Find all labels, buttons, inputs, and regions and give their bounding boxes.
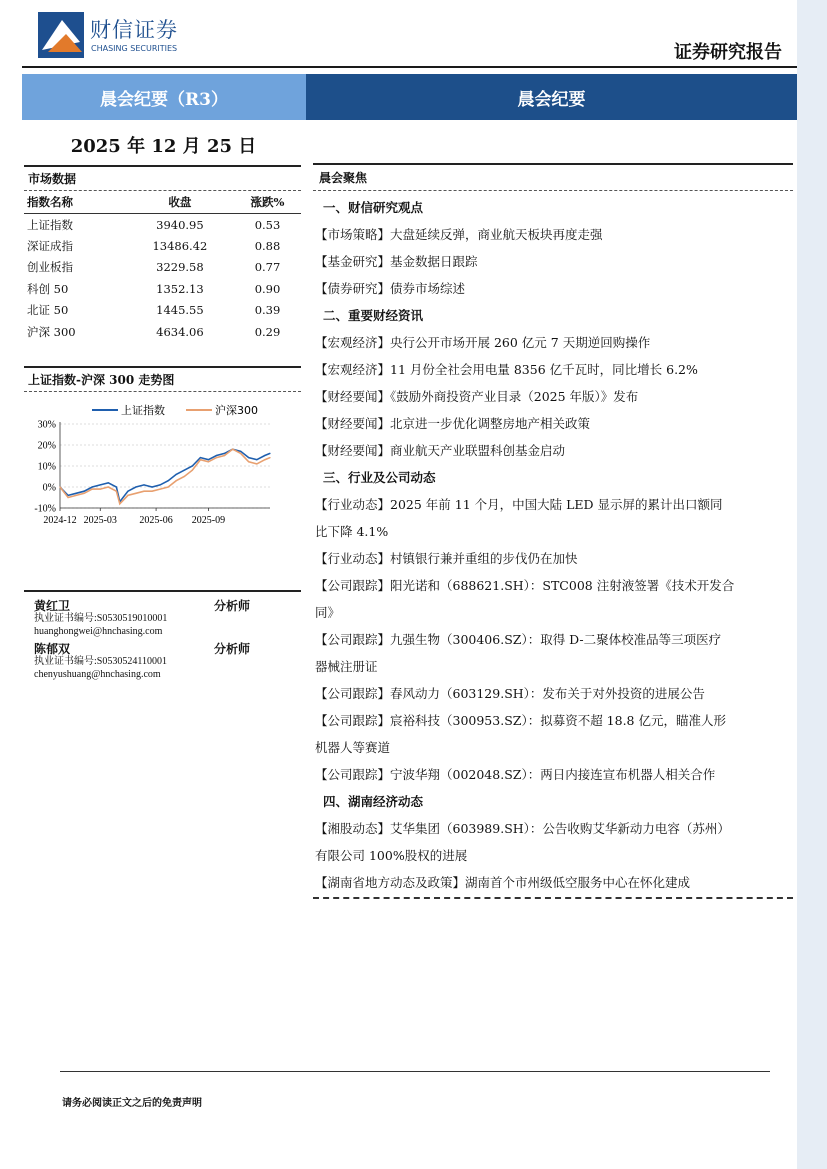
table-row [24,321,301,343]
data-point [256,459,257,460]
table-cell: 科创 50 [27,281,69,296]
data-point [76,493,77,494]
table-cell: 0.88 [254,238,281,253]
x-tick-label: 2024-12 [43,515,77,526]
table-row [24,278,301,300]
data-point [143,484,144,485]
data-point [127,491,128,492]
side-strip [797,0,827,1169]
data-point [119,503,120,504]
banner-right: 晨会纪要 [306,74,797,120]
x-tick-label: 2025-06 [139,515,173,526]
report-type: 证券研究报告 [674,42,782,63]
legend-label: 上证指数 [121,404,165,417]
table-row [24,257,301,279]
focus-item[interactable]: 同》 [315,605,341,620]
data-point [200,457,201,458]
table-row [24,300,301,322]
focus-item[interactable]: 机器人等赛道 [315,740,391,755]
data-point [176,480,177,481]
focus-item[interactable]: 【公司跟踪】九强生物（300406.SZ）：取得 D-二聚体校准品等三项医疗 [315,632,722,647]
analyst-cert: 执业证书编号:S0530524110001 [34,656,167,667]
table-cell: 1445.55 [156,303,204,318]
data-point [160,484,161,485]
logo-text-en: CHASING SECURITIES [91,44,178,53]
data-point [176,474,177,475]
focus-item[interactable]: 【宏观经济】11 月份全社会用电量 8356 亿千瓦时，同比增长 6.2% [315,362,698,377]
trend-chart-svg [24,400,276,538]
data-point [264,455,265,456]
data-point [192,470,193,471]
analyst-name: 黄红卫 [34,599,71,613]
data-point [184,470,185,471]
data-point [116,491,117,492]
table-cell: 1352.13 [156,281,204,296]
data-point [135,486,136,487]
market-table-header [24,191,301,214]
focus-item[interactable]: 【财经要闻】北京进一步优化调整房地产相关政策 [315,416,591,431]
table-cell: 0.90 [254,281,281,296]
data-point [248,457,249,458]
data-point [269,453,270,454]
data-point [168,486,169,487]
table-cell: 0.53 [254,217,281,232]
col-header: 收盘 [126,191,234,214]
table-cell: 0.77 [254,260,281,275]
data-point [168,480,169,481]
table-cell: 创业板指 [27,260,73,275]
analyst-header [24,639,301,655]
data-point [108,486,109,487]
focus-item[interactable]: 【湘股动态】艾华集团（603989.SH）：公告收购艾华新动力电容（苏州） [315,821,730,836]
data-point [224,455,225,456]
table-row [24,235,301,257]
data-point [127,495,128,496]
y-tick-label: 0% [42,482,56,494]
table-cell: 3940.95 [156,217,204,232]
market-table [24,191,301,343]
focus-item[interactable]: 【财经要闻】《鼓励外商投资产业目录（2025 年版）》发布 [315,389,639,404]
data-point [269,457,270,458]
table-cell: 3229.58 [156,260,204,275]
data-point [248,461,249,462]
data-point [151,491,152,492]
data-point [216,455,217,456]
analyst-role: 分析师 [214,642,251,656]
table-cell: 深证成指 [27,238,73,253]
data-point [100,489,101,490]
analyst-role: 分析师 [214,599,251,613]
data-point [184,476,185,477]
series-line [60,449,270,502]
y-tick-label: 20% [37,440,56,452]
focus-item[interactable]: 【公司跟踪】宸裕科技（300953.SZ）：拟募资不超 18.8 亿元，瞄准人形 [315,713,726,728]
focus-item[interactable]: 有限公司 100%股权的进展 [315,848,468,863]
market-data-section [24,165,301,343]
analyst-cert: 执业证书编号:S0530519010001 [34,613,168,624]
analyst-name: 陈郁双 [34,642,71,656]
disclaimer-note: 请务必阅读正文之后的免责声明 [62,1098,202,1109]
focus-list [313,191,793,896]
y-tick-label: 30% [37,419,56,431]
table-cell: 北证 50 [27,303,69,318]
data-point [84,493,85,494]
logo-mark-icon [38,12,84,58]
data-point [100,484,101,485]
table-cell: 沪深 300 [27,324,76,339]
trend-chart [24,400,276,538]
x-tick-label: 2025-09 [191,515,226,526]
focus-item[interactable]: 器械注册证 [315,659,378,674]
focus-end-rule [313,897,793,899]
focus-section-heading: 一、财信研究观点 [323,200,424,215]
x-tick-label: 2025-03 [83,515,117,526]
focus-item[interactable]: 比下降 4.1% [315,524,389,539]
table-cell: 4634.06 [156,324,204,339]
data-point [200,459,201,460]
data-point [208,459,209,460]
analysts-section [24,590,301,681]
table-row [24,214,301,236]
table-cell: 上证指数 [27,217,73,232]
focus-item[interactable]: 【市场策略】大盘延续反弹，商业航天板块再度走强 [315,227,603,242]
data-point [143,491,144,492]
data-point [151,486,152,487]
focus-item[interactable]: 【宏观经济】央行公开市场开展 260 亿元 7 天期逆回购操作 [315,335,651,350]
data-point [59,486,60,487]
focus-title: 晨会聚焦 [313,163,793,191]
data-point [240,451,241,452]
analyst-email[interactable]: chenyushuang@hnchasing.com [34,669,161,680]
footer-rule [60,1071,770,1072]
focus-item[interactable]: 【财经要闻】商业航天产业联盟科创基金启动 [315,443,566,458]
col-header: 指数名称 [24,191,126,214]
data-point [84,491,85,492]
company-logo [38,12,188,60]
logo-text-cn: 财信证券 [90,18,178,42]
header-rule [22,66,797,68]
y-tick-label: 10% [37,461,56,473]
data-point [92,489,93,490]
data-point [232,449,233,450]
focus-item[interactable]: 【行业动态】2025 年前 11 个月，中国大陆 LED 显示屏的累计出口额同 [315,497,723,512]
data-point [264,459,265,460]
focus-section-heading: 三、行业及公司动态 [323,470,436,485]
analyst-email[interactable]: huanghongwei@hnchasing.com [34,626,163,637]
data-point [67,497,68,498]
morning-focus [313,163,793,899]
data-point [135,493,136,494]
data-point [224,453,225,454]
data-point [192,465,193,466]
data-point [216,457,217,458]
focus-item[interactable]: 【公司跟踪】宁波华翔（002048.SZ）：两日内接连宣布机器人相关合作 [315,767,716,782]
focus-item[interactable]: 【湖南省地方动态及政策】湖南首个市州级低空服务中心在怀化建成 [315,875,691,890]
data-point [240,453,241,454]
y-tick-label: -10% [34,503,56,515]
focus-item[interactable]: 【基金研究】基金数据日跟踪 [315,254,478,269]
col-header: 涨跌% [234,191,301,214]
data-point [256,463,257,464]
banner-left: 晨会纪要（R3） [22,74,306,120]
focus-item[interactable]: 【公司跟踪】阳光诺和（688621.SH）：STC008 注射液签署《技术开发合 [315,578,735,593]
chart-section [24,366,301,392]
data-point [76,495,77,496]
focus-item[interactable]: 【公司跟踪】春风动力（603129.SH）：发布关于对外投资的进展公告 [315,686,705,701]
focus-section-heading: 四、湖南经济动态 [323,794,424,809]
chart-section-title: 上证指数-沪深 300 走势图 [24,366,301,392]
focus-item[interactable]: 【行业动态】村镇银行兼并重组的步伐仍在加快 [315,551,578,566]
table-cell: 0.29 [254,324,281,339]
focus-item[interactable]: 【债券研究】债券市场综述 [315,281,466,296]
table-cell: 0.39 [254,303,281,318]
data-point [116,486,117,487]
legend-label: 沪深300 [215,404,258,417]
data-point [208,461,209,462]
data-point [108,482,109,483]
report-date: 2025 年 12 月 25 日 [70,136,257,157]
market-data-title: 市场数据 [24,165,301,191]
analyst-header [24,596,301,612]
focus-section-heading: 二、重要财经资讯 [323,308,424,323]
data-point [92,486,93,487]
table-cell: 13486.42 [152,238,208,253]
data-point [160,489,161,490]
series-line [60,449,270,504]
